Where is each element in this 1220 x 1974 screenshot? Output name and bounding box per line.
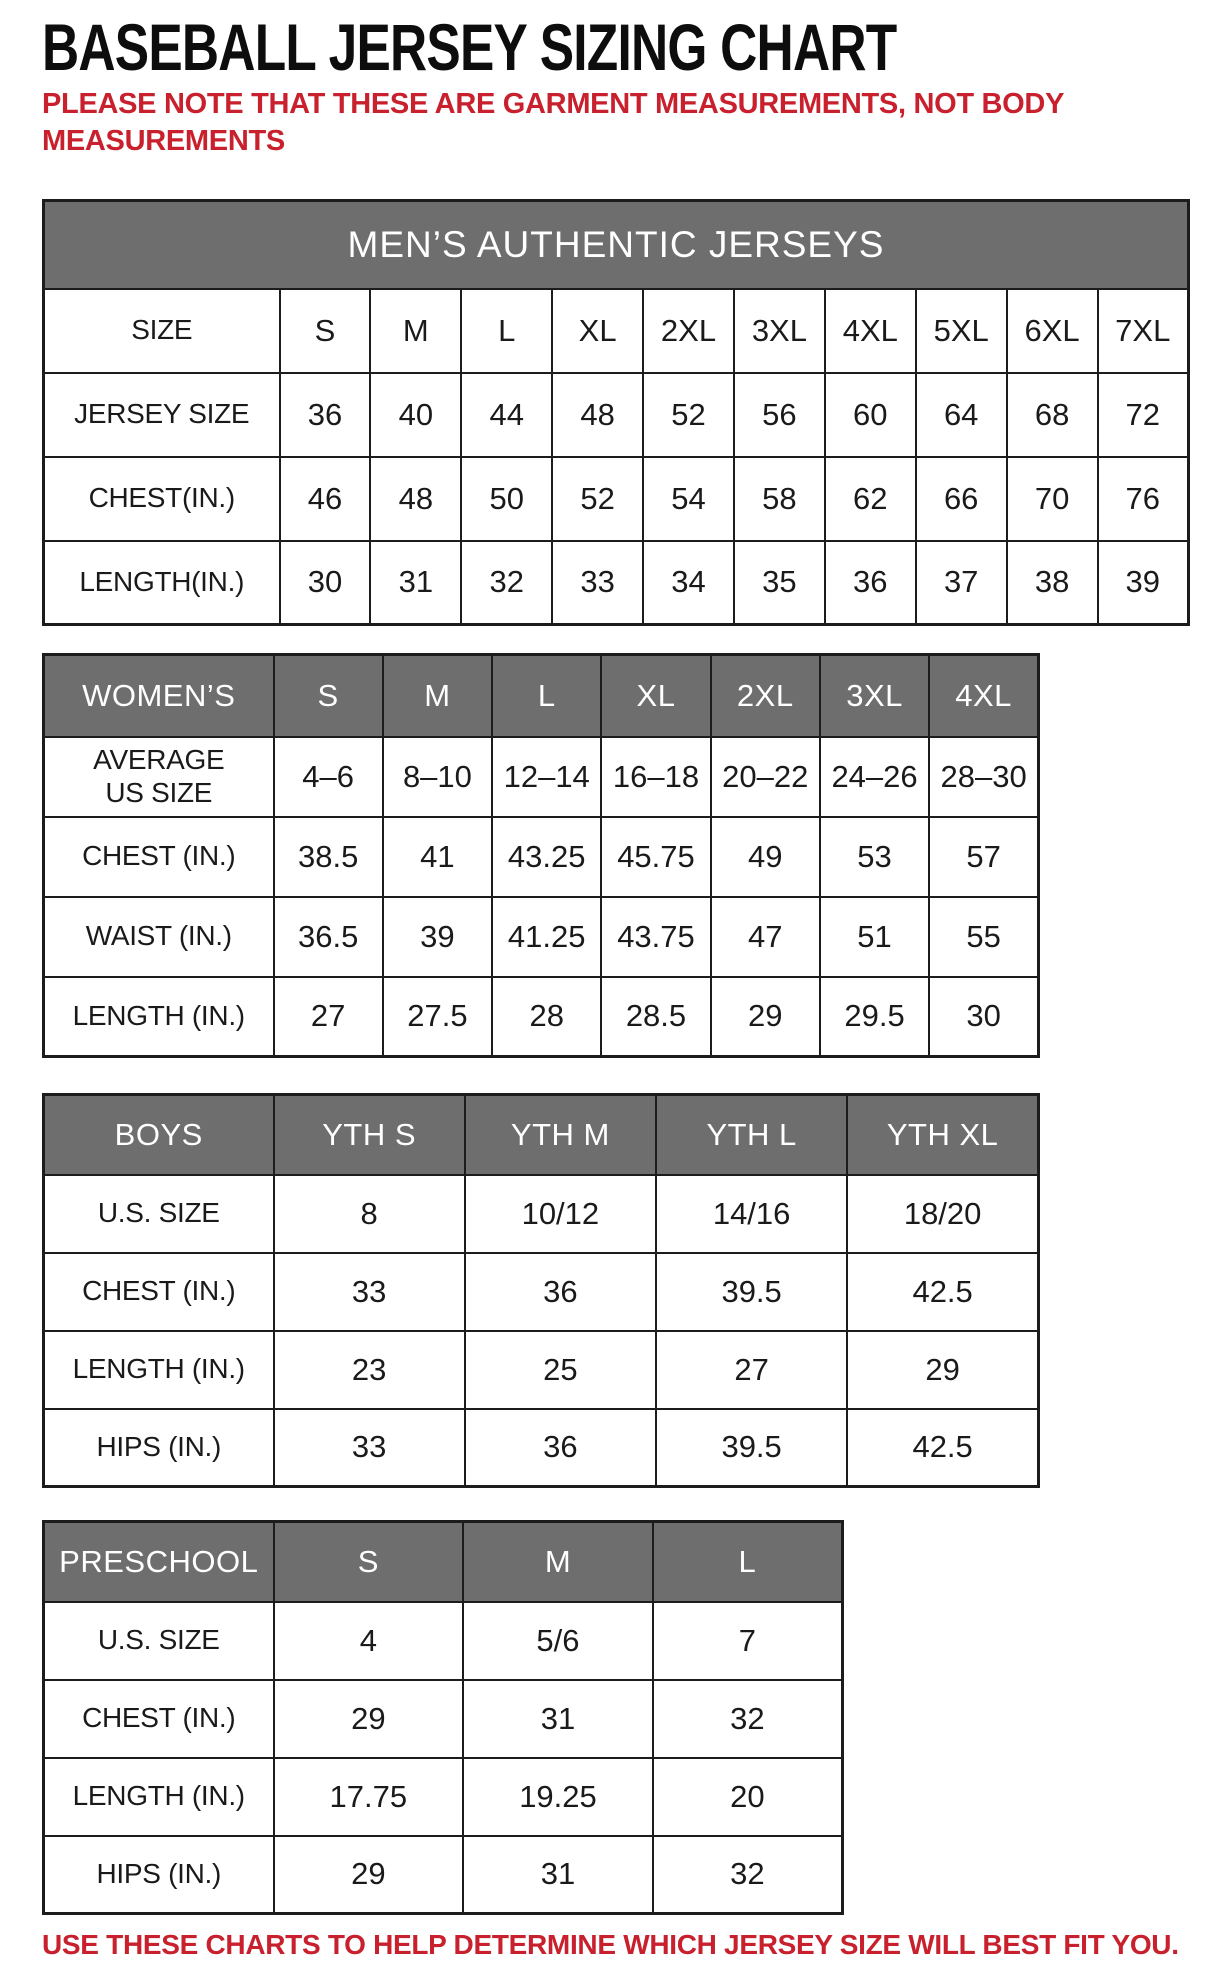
womens-cell: 28.5 bbox=[601, 977, 710, 1057]
mens-cell: 62 bbox=[825, 457, 916, 541]
preschool-cell: 32 bbox=[653, 1680, 843, 1758]
womens-row bbox=[44, 737, 1039, 817]
womens-cell: 29 bbox=[711, 977, 820, 1057]
womens-cell: 38.5 bbox=[274, 817, 383, 897]
boys-row-label: U.S. SIZE bbox=[44, 1175, 274, 1253]
womens-row-label: WAIST (IN.) bbox=[44, 897, 274, 977]
mens-cell: 52 bbox=[643, 373, 734, 457]
mens-cell: 76 bbox=[1098, 457, 1189, 541]
preschool-row bbox=[44, 1836, 843, 1914]
womens-row bbox=[44, 977, 1039, 1057]
preschool-row-label: HIPS (IN.) bbox=[44, 1836, 274, 1914]
mens-cell: 6XL bbox=[1007, 289, 1098, 373]
preschool-cell: 31 bbox=[463, 1836, 653, 1914]
mens-banner-row bbox=[44, 201, 1189, 289]
boys-cell: 25 bbox=[465, 1331, 656, 1409]
mens-cell: 34 bbox=[643, 541, 734, 625]
boys-cell: 36 bbox=[465, 1409, 656, 1487]
boys-banner-row bbox=[44, 1095, 1039, 1175]
boys-row bbox=[44, 1409, 1039, 1487]
mens-cell: 68 bbox=[1007, 373, 1098, 457]
womens-cell: 20–22 bbox=[711, 737, 820, 817]
preschool-column-header: M bbox=[463, 1522, 653, 1602]
boys-cell: 42.5 bbox=[847, 1253, 1038, 1331]
preschool-cell: 19.25 bbox=[463, 1758, 653, 1836]
boys-cell: 23 bbox=[274, 1331, 465, 1409]
mens-cell: 38 bbox=[1007, 541, 1098, 625]
womens-column-header: 4XL bbox=[929, 655, 1038, 737]
preschool-row bbox=[44, 1680, 843, 1758]
preschool-row bbox=[44, 1602, 843, 1680]
womens-column-header: 3XL bbox=[820, 655, 929, 737]
note-top-line-1: PLEASE NOTE THAT THESE ARE GARMENT MEASUREMENTS, NOT BODY bbox=[42, 88, 1065, 120]
womens-column-header: M bbox=[383, 655, 492, 737]
womens-cell: 53 bbox=[820, 817, 929, 897]
mens-cell: 48 bbox=[552, 373, 643, 457]
womens-column-header: 2XL bbox=[711, 655, 820, 737]
mens-cell: 37 bbox=[916, 541, 1007, 625]
womens-header-label: WOMEN’S bbox=[44, 655, 274, 737]
preschool-row-label: U.S. SIZE bbox=[44, 1602, 274, 1680]
mens-row bbox=[44, 457, 1189, 541]
boys-cell: 39.5 bbox=[656, 1409, 847, 1487]
mens-row-label: JERSEY SIZE bbox=[44, 373, 280, 457]
mens-row bbox=[44, 541, 1189, 625]
preschool-row bbox=[44, 1758, 843, 1836]
womens-cell: 28 bbox=[492, 977, 601, 1057]
preschool-cell: 17.75 bbox=[274, 1758, 464, 1836]
preschool-cell: 31 bbox=[463, 1680, 653, 1758]
preschool-cell: 7 bbox=[653, 1602, 843, 1680]
womens-cell: 4–6 bbox=[274, 737, 383, 817]
preschool-cell: 5/6 bbox=[463, 1602, 653, 1680]
womens-row bbox=[44, 817, 1039, 897]
boys-row-label: HIPS (IN.) bbox=[44, 1409, 274, 1487]
boys-table bbox=[42, 1093, 1040, 1488]
womens-cell: 55 bbox=[929, 897, 1038, 977]
mens-cell: 2XL bbox=[643, 289, 734, 373]
mens-cell: 60 bbox=[825, 373, 916, 457]
preschool-cell: 20 bbox=[653, 1758, 843, 1836]
boys-cell: 8 bbox=[274, 1175, 465, 1253]
womens-cell: 41 bbox=[383, 817, 492, 897]
womens-cell: 39 bbox=[383, 897, 492, 977]
mens-cell: 54 bbox=[643, 457, 734, 541]
boys-cell: 14/16 bbox=[656, 1175, 847, 1253]
preschool-cell: 4 bbox=[274, 1602, 464, 1680]
boys-header-label: BOYS bbox=[44, 1095, 274, 1175]
mens-cell: 39 bbox=[1098, 541, 1189, 625]
womens-column-header: L bbox=[492, 655, 601, 737]
womens-cell: 51 bbox=[820, 897, 929, 977]
mens-cell: 32 bbox=[461, 541, 552, 625]
mens-cell: 64 bbox=[916, 373, 1007, 457]
boys-column-header: YTH L bbox=[656, 1095, 847, 1175]
mens-cell: 36 bbox=[280, 373, 371, 457]
mens-cell: XL bbox=[552, 289, 643, 373]
mens-cell: 36 bbox=[825, 541, 916, 625]
womens-row-label-line: US SIZE bbox=[105, 776, 213, 808]
boys-row bbox=[44, 1175, 1039, 1253]
womens-cell: 29.5 bbox=[820, 977, 929, 1057]
page-title: BASEBALL JERSEY SIZING CHART bbox=[42, 10, 897, 84]
mens-table bbox=[42, 199, 1190, 626]
preschool-table bbox=[42, 1520, 844, 1915]
womens-cell: 30 bbox=[929, 977, 1038, 1057]
womens-row-label: CHEST (IN.) bbox=[44, 817, 274, 897]
womens-column-header: S bbox=[274, 655, 383, 737]
boys-cell: 39.5 bbox=[656, 1253, 847, 1331]
preschool-cell: 29 bbox=[274, 1680, 464, 1758]
mens-cell: 72 bbox=[1098, 373, 1189, 457]
womens-banner-row bbox=[44, 655, 1039, 737]
boys-cell: 10/12 bbox=[465, 1175, 656, 1253]
boys-cell: 42.5 bbox=[847, 1409, 1038, 1487]
mens-row-label: SIZE bbox=[44, 289, 280, 373]
mens-row-label: CHEST(IN.) bbox=[44, 457, 280, 541]
womens-cell: 57 bbox=[929, 817, 1038, 897]
mens-cell: 44 bbox=[461, 373, 552, 457]
preschool-column-header: S bbox=[274, 1522, 464, 1602]
mens-cell: 52 bbox=[552, 457, 643, 541]
womens-cell: 27.5 bbox=[383, 977, 492, 1057]
boys-cell: 18/20 bbox=[847, 1175, 1038, 1253]
mens-cell: 58 bbox=[734, 457, 825, 541]
womens-row-label bbox=[44, 737, 274, 817]
boys-column-header: YTH S bbox=[274, 1095, 465, 1175]
mens-cell: 70 bbox=[1007, 457, 1098, 541]
womens-column-header: XL bbox=[601, 655, 710, 737]
boys-cell: 27 bbox=[656, 1331, 847, 1409]
boys-cell: 29 bbox=[847, 1331, 1038, 1409]
mens-cell: 46 bbox=[280, 457, 371, 541]
mens-cell: 48 bbox=[370, 457, 461, 541]
womens-row-label: LENGTH (IN.) bbox=[44, 977, 274, 1057]
womens-row bbox=[44, 897, 1039, 977]
boys-row-label: CHEST (IN.) bbox=[44, 1253, 274, 1331]
mens-cell: 4XL bbox=[825, 289, 916, 373]
womens-cell: 28–30 bbox=[929, 737, 1038, 817]
mens-cell: 66 bbox=[916, 457, 1007, 541]
mens-cell: 30 bbox=[280, 541, 371, 625]
womens-cell: 36.5 bbox=[274, 897, 383, 977]
mens-row-label: LENGTH(IN.) bbox=[44, 541, 280, 625]
mens-cell: 5XL bbox=[916, 289, 1007, 373]
boys-cell: 33 bbox=[274, 1409, 465, 1487]
mens-cell: 3XL bbox=[734, 289, 825, 373]
womens-cell: 24–26 bbox=[820, 737, 929, 817]
mens-cell: 50 bbox=[461, 457, 552, 541]
womens-cell: 49 bbox=[711, 817, 820, 897]
mens-cell: S bbox=[280, 289, 371, 373]
boys-column-header: YTH M bbox=[465, 1095, 656, 1175]
womens-cell: 43.75 bbox=[601, 897, 710, 977]
womens-cell: 41.25 bbox=[492, 897, 601, 977]
preschool-header-label: PRESCHOOL bbox=[44, 1522, 274, 1602]
mens-cell: L bbox=[461, 289, 552, 373]
preschool-column-header: L bbox=[653, 1522, 843, 1602]
preschool-row-label: LENGTH (IN.) bbox=[44, 1758, 274, 1836]
mens-cell: 7XL bbox=[1098, 289, 1189, 373]
mens-cell: 33 bbox=[552, 541, 643, 625]
preschool-banner-row bbox=[44, 1522, 843, 1602]
preschool-cell: 32 bbox=[653, 1836, 843, 1914]
boys-cell: 33 bbox=[274, 1253, 465, 1331]
mens-cell: M bbox=[370, 289, 461, 373]
mens-cell: 56 bbox=[734, 373, 825, 457]
mens-banner: MEN’S AUTHENTIC JERSEYS bbox=[44, 201, 1189, 289]
womens-cell: 27 bbox=[274, 977, 383, 1057]
mens-row bbox=[44, 289, 1189, 373]
boys-row bbox=[44, 1253, 1039, 1331]
note-top-line-2: MEASUREMENTS bbox=[42, 125, 285, 157]
note-top bbox=[42, 86, 1064, 160]
womens-cell: 12–14 bbox=[492, 737, 601, 817]
boys-cell: 36 bbox=[465, 1253, 656, 1331]
mens-row bbox=[44, 373, 1189, 457]
womens-cell: 43.25 bbox=[492, 817, 601, 897]
mens-cell: 35 bbox=[734, 541, 825, 625]
womens-cell: 47 bbox=[711, 897, 820, 977]
womens-cell: 8–10 bbox=[383, 737, 492, 817]
mens-cell: 31 bbox=[370, 541, 461, 625]
note-bottom: USE THESE CHARTS TO HELP DETERMINE WHICH JERSEY SIZE WILL BEST FIT YOU. bbox=[42, 1929, 1179, 1960]
womens-table bbox=[42, 653, 1040, 1058]
boys-row-label: LENGTH (IN.) bbox=[44, 1331, 274, 1409]
preschool-cell: 29 bbox=[274, 1836, 464, 1914]
womens-cell: 16–18 bbox=[601, 737, 710, 817]
womens-cell: 45.75 bbox=[601, 817, 710, 897]
womens-row-label-line: AVERAGE bbox=[93, 744, 225, 776]
preschool-row-label: CHEST (IN.) bbox=[44, 1680, 274, 1758]
boys-column-header: YTH XL bbox=[847, 1095, 1038, 1175]
boys-row bbox=[44, 1331, 1039, 1409]
mens-cell: 40 bbox=[370, 373, 461, 457]
